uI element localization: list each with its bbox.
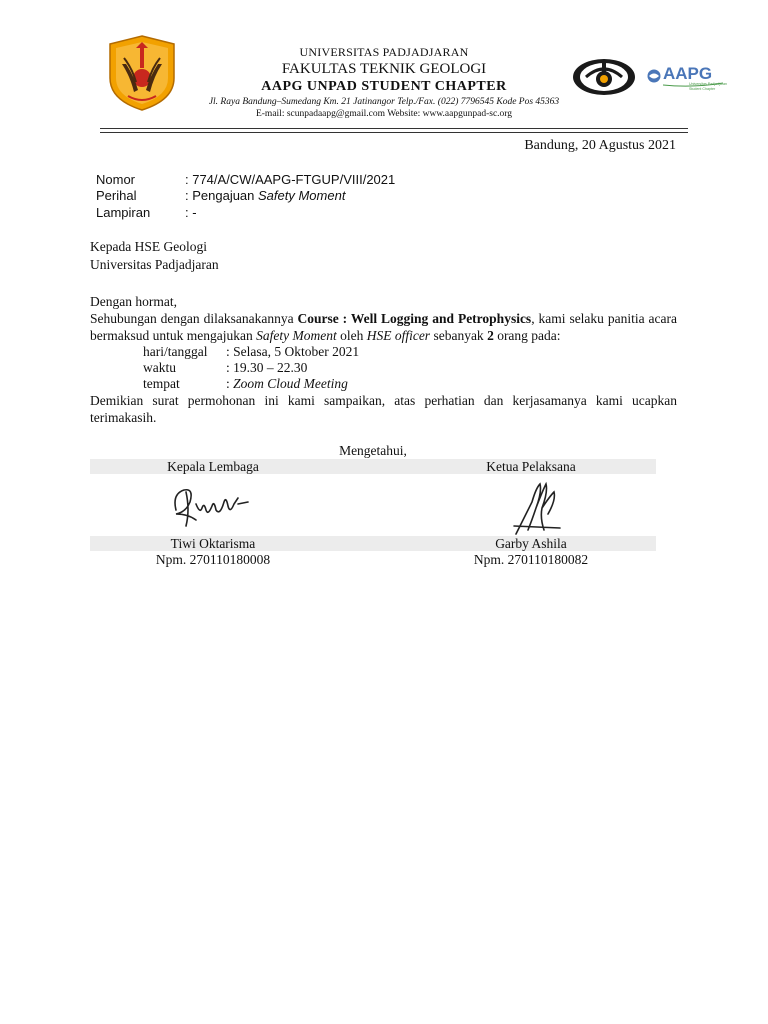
right-signature xyxy=(506,478,566,538)
p1-c: oleh xyxy=(336,327,367,343)
recipient-line-2: Universitas Padjadjaran xyxy=(90,257,219,272)
letterhead-address: Jl. Raya Bandung–Sumedang Km. 21 Jatinangor Telp./Fax. (022) 7796545 Kode Pos 45363 xyxy=(208,97,560,107)
schedule-place-value xyxy=(226,376,348,392)
p1-count: 2 xyxy=(487,327,494,343)
lampiran-label: Lampiran xyxy=(96,205,151,220)
left-name: Tiwi Oktarisma xyxy=(170,536,256,551)
schedule-day-value: : Selasa, 5 Oktober 2021 xyxy=(226,344,360,359)
letter-date: Bandung, 20 Agustus 2021 xyxy=(524,138,676,153)
right-role: Ketua Pelaksana xyxy=(486,459,576,474)
faculty-name: FAKULTAS TEKNIK GEOLOGI xyxy=(281,61,487,77)
perihal-italic: Safety Moment xyxy=(258,188,346,203)
schedule-time-value: : 19.30 – 22.30 xyxy=(226,360,308,375)
schedule-place-prefix: : xyxy=(226,376,234,391)
perihal-value xyxy=(185,188,345,203)
acknowledged-label: Mengetahui, xyxy=(339,443,407,458)
letterhead-rule-thick xyxy=(100,128,688,129)
aapg-logo-text: AAPG xyxy=(663,64,713,83)
nomor-label: Nomor xyxy=(96,172,136,187)
p1-hse: HSE officer xyxy=(366,327,431,343)
schedule-place-italic: Zoom Cloud Meeting xyxy=(233,376,348,391)
right-npm: Npm. 270110180082 xyxy=(473,552,589,567)
schedule-day-label: hari/tanggal xyxy=(143,344,208,359)
p1-d: sebanyak xyxy=(430,327,488,343)
greeting: Dengan hormat, xyxy=(90,294,177,309)
p1-a: Sehubungan dengan dilaksanakannya xyxy=(90,311,298,326)
left-role: Kepala Lembaga xyxy=(167,459,259,474)
perihal-label: Perihal xyxy=(96,188,137,203)
nomor-value: : 774/A/CW/AAPG-FTGUP/VIII/2021 xyxy=(185,172,396,187)
schedule-time-label: waktu xyxy=(143,360,176,375)
aapg-logo-subtitle: Universitas Padjadjaran Student Chapter xyxy=(689,82,727,91)
recipient-line-1: Kepada HSE Geologi xyxy=(90,239,207,254)
chapter-name: AAPG UNPAD STUDENT CHAPTER xyxy=(261,79,507,94)
right-name: Garby Ashila xyxy=(495,536,567,551)
left-signature xyxy=(168,480,260,532)
left-npm: Npm. 270110180008 xyxy=(155,552,271,567)
body-paragraph xyxy=(90,311,677,344)
p1-course: Course : Well Logging and Petrophysics xyxy=(297,311,532,326)
schedule-place-label: tempat xyxy=(143,376,180,391)
lampiran-value: : - xyxy=(185,205,197,220)
letterhead-contact: E-mail: scunpadaapg@gmail.com Website: www.aapgunpad-sc.org xyxy=(255,109,513,119)
p1-e: orang pada: xyxy=(493,327,561,343)
p1-safety: Safety Moment xyxy=(256,327,337,343)
letterhead-rule-thin xyxy=(100,132,688,133)
p1-b: , kami selaku panitia acara bermaksud untuk mengajukan xyxy=(90,311,677,343)
perihal-prefix: : Pengajuan xyxy=(185,188,259,203)
university-name: UNIVERSITAS PADJADJARAN xyxy=(299,45,469,59)
closing-paragraph: Demikian surat permohonan ini kami sampaikan, atas perhatian dan kerjasamanya kami ucapkan terimakasih. xyxy=(90,393,677,425)
